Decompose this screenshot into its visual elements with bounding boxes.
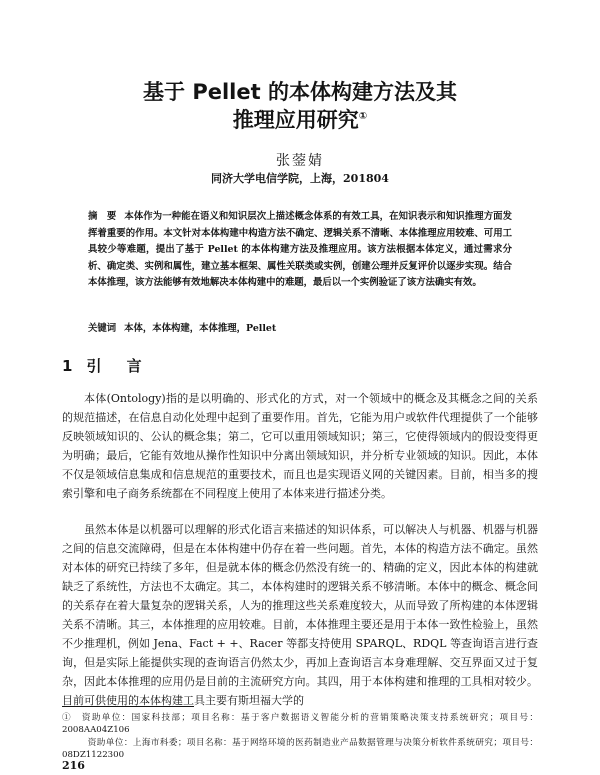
footnote-divider [62, 706, 194, 707]
body-paragraph-2: 虽然本体是以机器可以理解的形式化语言来描述的知识体系，可以解决人与机器、机器与机器之间的信息交流障碍，但是在本体构建中仍存在着一些问题。首先，本体的构造方法不确定。虽然对本体的研究已持续了多年，但是就本体的概念仍然没有统一的、精确的定义，因此本体的构建就缺乏了系统性，方法也不太确定。其二，本体构建时的逻辑关系不够清晰。本体中的概念、概念间的关系存在着大量复杂的逻辑关系，人为的推理这些关系难度较大，从而导致了所构建的本体逻辑关系不清晰。其三，本体推理的应用较难。目前，本体推理主要还是用于本体一致性检验上，虽然不少推理机，例如 Jena、Fact + +、Racer 等都支持使用 SPARQL、RDQL 等查询语言进行查询，但是实际上能提供实现的查询语言仍然太少，再加上查询语言本身难理解、交互界面又过于复杂，因此本体推理的应用仍是目前的主流研究方向。其四，用于本体构建和推理的工具相对较少。目前可供使用的本体构建工具主要有斯坦福大学的 [62, 523, 538, 707]
body-paragraph-1: 本体(Ontology)指的是以明确的、形式化的方式，对一个领域中的概念及其概念之间的关系的规范描述，在信息自动化处理中起到了重要作用。首先，它能为用户或软件代理提供了一个能够反映领域知识的、公认的概念集；第二，它可以重用领域知识；第三，它使得领域内的假设变得更为明确；最后，它能有效地从操作性知识中分离出领域知识，并分析专业领域的知识。因此，本体不仅是领域信息集成和信息规范的重要技术，而且也是实现语义网的关键因素。目前，相当多的搜索引擎和电子商务系统都在不同程度上使用了本体来进行描述分类。 [62, 392, 538, 500]
keywords [88, 322, 512, 336]
keywords-text: 本体，本体构建，本体推理，Pellet [124, 323, 277, 334]
paper-title-text: 推理应用研究 [232, 108, 359, 132]
author-name: 张蓥婧 [276, 153, 324, 169]
abstract-text: 本体作为一种能在语义和知识层次上描述概念体系的有效工具，在知识表示和知识推理方面发挥着重要的作用。本文针对本体构建中构造方法不确定、逻辑关系不清晰、本体推理应用较难、可用工具较少等难题，提出了基于 Pellet 的本体构建方法及推理应用。该方法根据本体定义，通过需求分析、确定类、实例和属性，建立基本框架、属性关联类或实例，创建公理并反复评价以逐步实现。结合本体推理，该方法能够有效地解决本体构建中的难题，最后以一个实例验证了该方法确实有效。 [88, 211, 512, 289]
footnote-1: ① 资助单位：国家科技部；项目名称：基于客户数据语义智能分析的营销策略决策支持系统研究；项目号：2008AA04Z106 [62, 713, 538, 735]
author-affiliation: 同济大学电信学院，上海，201804 [211, 172, 389, 185]
abstract-label: 摘 要 [88, 211, 117, 222]
page-number: 216 [62, 759, 85, 772]
footnote-2: 资助单位：上海市科委；项目名称：基于网络环境的医药制造业产品数据管理与决策分析软件系统研究；项目号：08DZ1122300 [62, 738, 538, 760]
section-number: 1 [62, 357, 73, 375]
keywords-label: 关键词 [88, 323, 117, 334]
title-footnote-marker: ① [358, 111, 368, 122]
section-heading [62, 356, 152, 376]
section-title: 引 言 [86, 357, 152, 375]
paper-title-line-2 [0, 104, 600, 133]
paper-title-line-1: 基于 Pellet 的本体构建方法及其 [143, 80, 457, 104]
abstract [88, 209, 512, 292]
